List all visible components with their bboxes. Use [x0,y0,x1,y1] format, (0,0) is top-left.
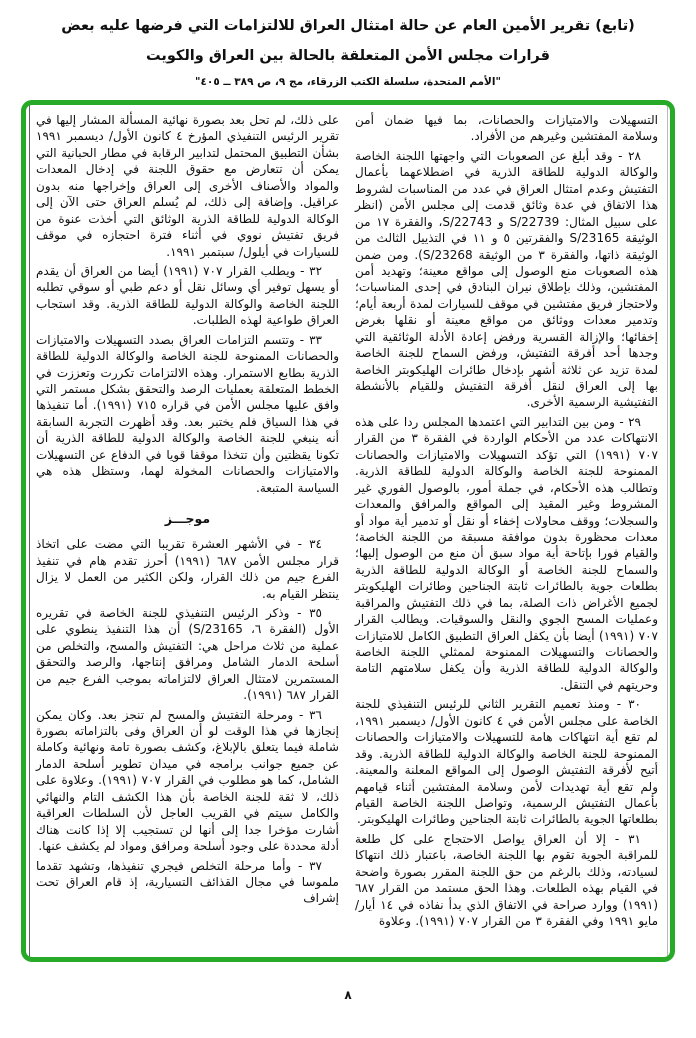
document-header [0,12,696,88]
title-line-1: (تابع) تقرير الأمين العام عن حالة امتثال العراق للالتزامات التي فرضها عليه بعض [61,18,635,34]
title-line-2: قرارات مجلس الأمن المتعلقة بالحالة بين العراق والكويت [146,47,550,64]
page-footer [0,988,696,1002]
page-number: ٨ [344,988,352,1002]
highlight-box [21,100,675,962]
paragraph-33: ٣٣ - وتتسم التزامات العراق بصدد التسهيلات والامتيازات والحصانات الممنوحة للجنة الخاصة والوكالة الدولية للطاقة الذرية بطابع الاستمرار. وهذه الالتزامات تكررت وتعززت في الخطط المتعلقة بعمليات الرصد والتحقق بشكل مستمر التي وافق عليها مجلس الأمن في قراره ٧١٥ (١٩٩١). أما تنفيذها في هذا السياق فلم يختبر بعد. وقد أظهرت التجربة السابقة أنه ينبغي للجنة الخاصة والوكالة الدولية للطاقة الذرية أن تكونا يقظتين وأن تتخذا موقفا قويا في الدفاع عن التسهيلات والامتيازات والحصانات المخولة لهما، وستظل هذه هي السياسة المتبعة. [36,332,340,495]
paragraph-31: ٣١ - إلا أن العراق يواصل الاحتجاج على كل طلعة للمراقبة الجوية تقوم بها اللجنة الخاصة، باعتبار ذلك انتهاكا لسيادته، وذلك بالرغم من حق اللجنة المقرر بصورة واضحة في القيام بهذه الطلعات. وهذا الحق مستمد من القرار ٦٨٧ (١٩٩١) ووارد صراحة في الاتفاق الذي بدأ نفاذه في ١٤ أيار/ مايو ١٩٩١ وفي الفقرة ٣ من القرار ٧٠٧ (١٩٩١). وعلاوة [355,831,658,928]
paragraph-34: ٣٤ - في الأشهر العشرة تقريبا التي مضت على اتخاذ قرار مجلس الأمن ٦٨٧ (١٩٩١) أحرز تقدم هام في تنفيذ الفرع جيم من ذلك القرار، ولكن الكثير من العمل لا يزال ينتظر القيام به. [36,537,339,601]
paragraph-continuation: على ذلك، لم تحل بعد بصورة نهائية المسألة المشار إليها في تقرير الرئيس التنفيذي المؤرخ ٤ كانون الأول/ ديسمبر ١٩٩١ بشأن التطبيق المحتمل لتدابير الرقابة في مطار الحبانية التي يمكن أن تتعارض مع حقوق اللجنة في إدخال المعدات والمواد والأصناف الأخرى إلى العراق وإخراجها منه بدون عراقيل. وإضافة إلى ذلك، لم يُسلم العراق حتى الآن إلى الوكالة الدولية للطاقة الذرية الوثائق التي أخذت عنوة من فريق تفتيش نووي في أثناء فترة احتجازه في موقف للسيارات في أيلول/ سبتمبر ١٩٩١. [36,113,340,259]
scan-edge-line-left [29,105,30,957]
paragraph-36: ٣٦ - ومرحلة التفتيش والمسح لم تنجز بعد. وكان يمكن إنجازها في هذا الوقت لو أن العراق وفى بالتزاماته بصورة شاملة فيما يتعلق بالإبلاغ، وكشف بصورة تامة ونهائية وكاملة عن جميع جوانب برامجه في ميدان تطوير أسلحة الدمار الشامل، كما هو مطلوب في القرار ٧٠٧ (١٩٩١). وعلاوة على ذلك، لا ثقة للجنة الخاصة بأن هذا الكشف التام والنهائي والكامل سيتم في القريب العاجل لأن السلطات العراقية أشارت مؤخرا جدا إلى أنها لن تستجيب إلا إذا كانت هناك أدلة محددة على وجود أسلحة ومرافق ومواد لم يكشف عنها. [36,707,339,854]
column-right [355,112,658,951]
two-column-body [26,105,670,957]
source-citation: "الأمم المتحدة، سلسلة الكتب الزرقاء، مج ٩، ص ٣٨٩ ــ ٤٠٥" [195,76,501,89]
paragraph-32: ٣٢ - ويطلب القرار ٧٠٧ (١٩٩١) أيضا من العراق أن يقدم أو يسهل توفير أي وسائل نقل أو دعم طبي أو سوقي تطلبه اللجنة الخاصة والوكالة الدولية للطاقة الذرية. وقد استجاب العراق طواعية لهذه الطلبات. [36,263,339,328]
paragraph-28: ٢٨ - وقد أبلغ عن الصعوبات التي واجهتها اللجنة الخاصة والوكالة الدولية للطاقة الذرية في اضطلاعهما بأعمال التفتيش وعدم امتثال العراق في عدد من المناسبات لشروط هذا الاتفاق في عدة وثائق قدمت إلى مجلس الأمن (انظر على سبيل المثال: S/22739 و S/22743، والفقرة ١٧ من الوثيقة S/23165 والفقرتين ٥ و ١١ في التذييل الثالث من الوثيقة ذاتها، والفقرة ٣ من الوثيقة S/23268). ومن ضمن هذه الصعوبات منع الوصول إلى مواقع معينة؛ وتهديد أمن المفتشين، وذلك بإطلاق نيران البنادق في إحدى المناسبات؛ ولاحتجاز فريق مفتشين في موقف للسيارات لمدة أربعة أيام؛ وتدمير معدات ووثائق من مواقع معينة أو نقلها بغرض إخفائها؛ والإزالة القسرية ورفض إعادة الأدلة الوثائقية التي وجدها أحد أفرقة التفتيش، ورفض السماح للجنة الخاصة لمدة تزيد عن ثلاثة أشهر بإدخال طائرات الهليكوبتر الخاصة بها إلى العراق لنقل أفرقة التفتيش وللقيام بالأنشطة التفتيشية الرسمية الأخرى. [355,148,658,410]
paragraph-37: ٣٧ - وأما مرحلة التخلص فيجري تنفيذها، وتشهد تقدما ملموسا في مجال القذائف التسيارية، إذ قام العراق تحت إشراف [36,858,339,906]
paragraph-35: ٣٥ - وذكر الرئيس التنفيذي للجنة الخاصة في تقريره الأول (الفقرة ٦، S/23165) أن هذا التنفيذ ينطوي على عملية من ثلاث مراحل هي: التفتيش والمسح، والتخلص من أسلحة الدمار الشامل ومرافق إنتاجها، والرصد والتحقق المستمرين لامتثال العراق لالتزاماته بموجب الفرع جيم من القرار ٦٨٧ (١٩٩١). [36,605,340,703]
summary-heading: موجـــز [164,511,211,527]
scan-edge-line-right [667,105,668,957]
column-left [36,112,339,951]
paragraph-30: ٣٠ - ومنذ تعميم التقرير الثاني للرئيس التنفيذي للجنة الخاصة على مجلس الأمن في ٤ كانون الأول/ ديسمبر ١٩٩١، لم تقع أية انتهاكات هامة للتسهيلات والامتيازات والحصانات الممنوحة للجنة الخاصة والوكالة الدولية للطاقة الذرية. وقد أتيح لأفرقة التفتيش الوصول إلى المواقع المعلنة والمعينة. ولم تقع أية تهديدات لأمن وسلامة المفتشين أثناء قيامهم بأعمال التفتيش الرسمية، وتواصل اللجنة الخاصة القيام بطلعاتها الجوية بالطائرات ثابتة الجناحين وطائرات الهليكوبتر. [355,697,658,827]
paragraph-continuation: التسهيلات والامتيازات والحصانات، بما فيها ضمان أمن وسلامة المفتشين وغيرهم من الأفراد. [355,113,658,144]
paragraph-29: ٢٩ - ومن بين التدابير التي اعتمدها المجلس ردا على هذه الانتهاكات عدد من الأحكام الواردة في الفقرة ٣ من القرار ٧٠٧ (١٩٩١) التي تؤكد التسهيلات والامتيازات والحصانات الممنوحة للجنة الخاصة والوكالة الدولية للطاقة الذرية. وتطالب هذه الأحكام، في جملة أمور، بالوصول الفوري غير المشروط وغير المقيد إلى المواقع والمرافق والمعدات والسجلات؛ ووقف محاولات إخفاء أو نقل أو تدمير أية مواد أو معدات محظورة بدون موافقة مسبقة من اللجنة الخاصة؛ والقيام فورا بإتاحة أية مواد سبق أن منع من الوصول إليها؛ والسماح للجنة الخاصة أو الوكالة الدولية للطاقة الذرية بطلعات جوية بالطائرات ثابتة الجناحين وطائرات الهليكوبتر لجميع الأغراض ذات الصلة، بما في ذلك التفتيش والمراقبة وعمليات المسح الجوي والنقل والسوقيات. ويطالب القرار ٧٠٧ (١٩٩١) أيضا بأن يكفل العراق التطبيق الكامل للامتيازات والحصانات والتسهيلات الممنوحة لممثلي اللجنة الخاصة والوكالة الدولية للطاقة الذرية وأن يكفل سلامتهم التامة وحريتهم في التنقل. [355,414,658,692]
